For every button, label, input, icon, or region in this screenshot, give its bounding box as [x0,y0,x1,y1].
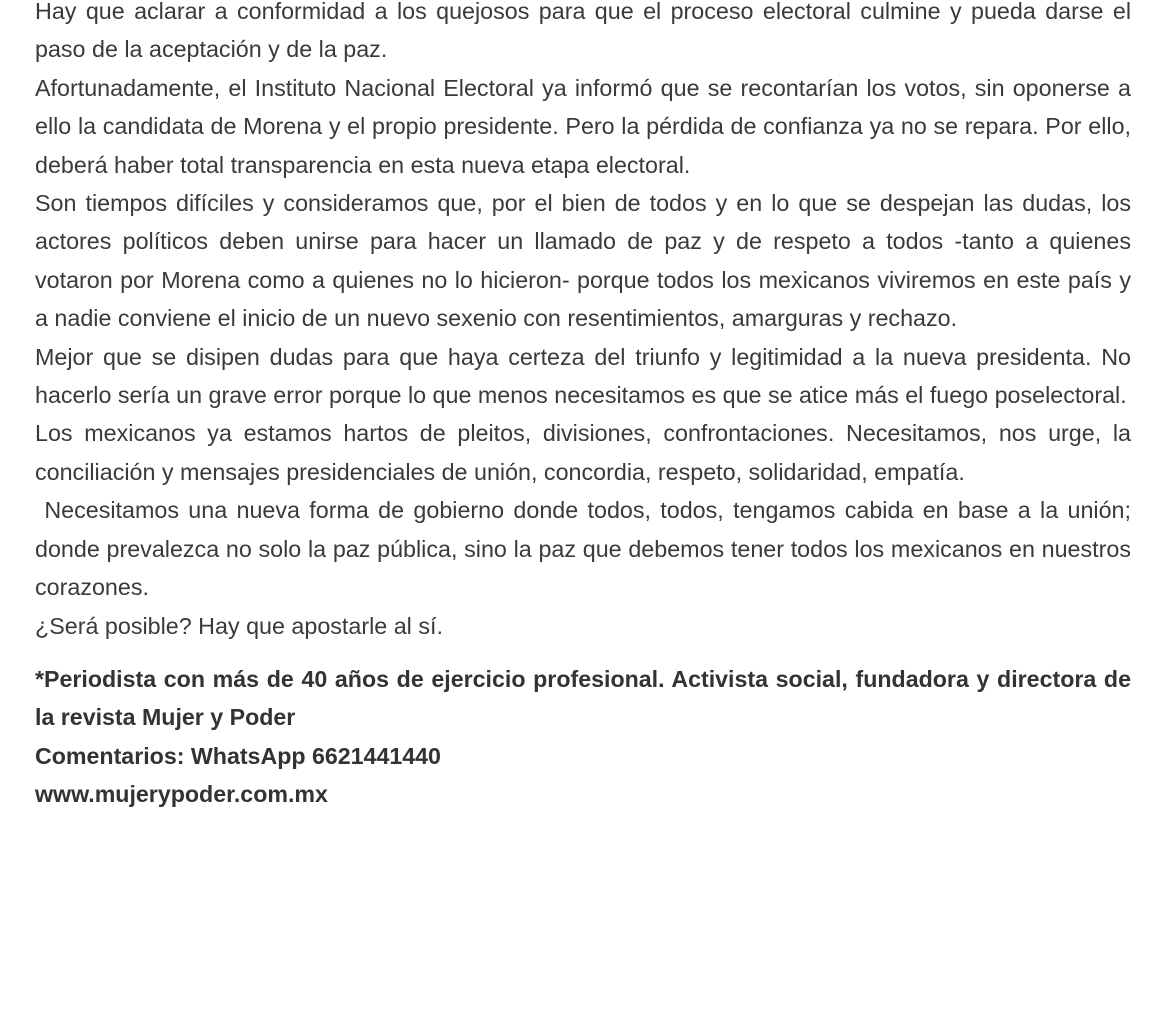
article-paragraph: Necesitamos una nueva forma de gobierno donde todos, todos, tengamos cabida en base a la unión; donde prevalezca no solo la paz pública, sino la paz que debemos tener todos los mexicanos en nuestros corazones. [35,497,1138,601]
author-bio [35,660,1131,814]
author-description: *Periodista con más de 40 años de ejercicio profesional. Activista social, fundadora y directora de la revista Mujer y Poder [35,665,1131,731]
article-paragraph: Afortunadamente, el Instituto Nacional Electoral ya informó que se recontarían los votos, sin oponerse a ello la candidata de Morena y el propio presidente. Pero la pérdida de confianza ya no se repara. Por ello, deberá haber total transparencia en esta nueva etapa electoral. [35,74,1131,178]
article-paragraph: Hay que aclarar a conformidad a los quejosos para que el proceso electoral culmine y pueda darse el paso de la aceptación y de la paz. [35,0,1131,63]
article-paragraph: Mejor que se disipen dudas para que haya certeza del triunfo y legitimidad a la nueva presidenta. No hacerlo sería un grave error porque lo que menos necesitamos es que se atice más el fuego poselectoral. [35,343,1131,409]
article-paragraph: Son tiempos difíciles y consideramos que, por el bien de todos y en lo que se despejan las dudas, los actores políticos deben unirse para hacer un llamado de paz y de respeto a todos -tanto a quienes votaron por Morena como a quienes no lo hicieron- porque todos los mexicanos viviremos en este país y a nadie conviene el inicio de un nuevo sexenio con resentimientos, amarguras y rechazo. [35,190,1131,332]
article-body [35,0,1138,814]
article-paragraph: Los mexicanos ya estamos hartos de pleitos, divisiones, confrontaciones. Necesitamos, nos urge, la conciliación y mensajes presidenciales de unión, concordia, respeto, solidaridad, empatía. [35,420,1131,485]
author-contact: Comentarios: WhatsApp 6621441440 [35,742,441,769]
article-paragraph: ¿Será posible? Hay que apostarle al sí. [35,612,443,639]
author-website: www.mujerypoder.com.mx [35,781,328,808]
